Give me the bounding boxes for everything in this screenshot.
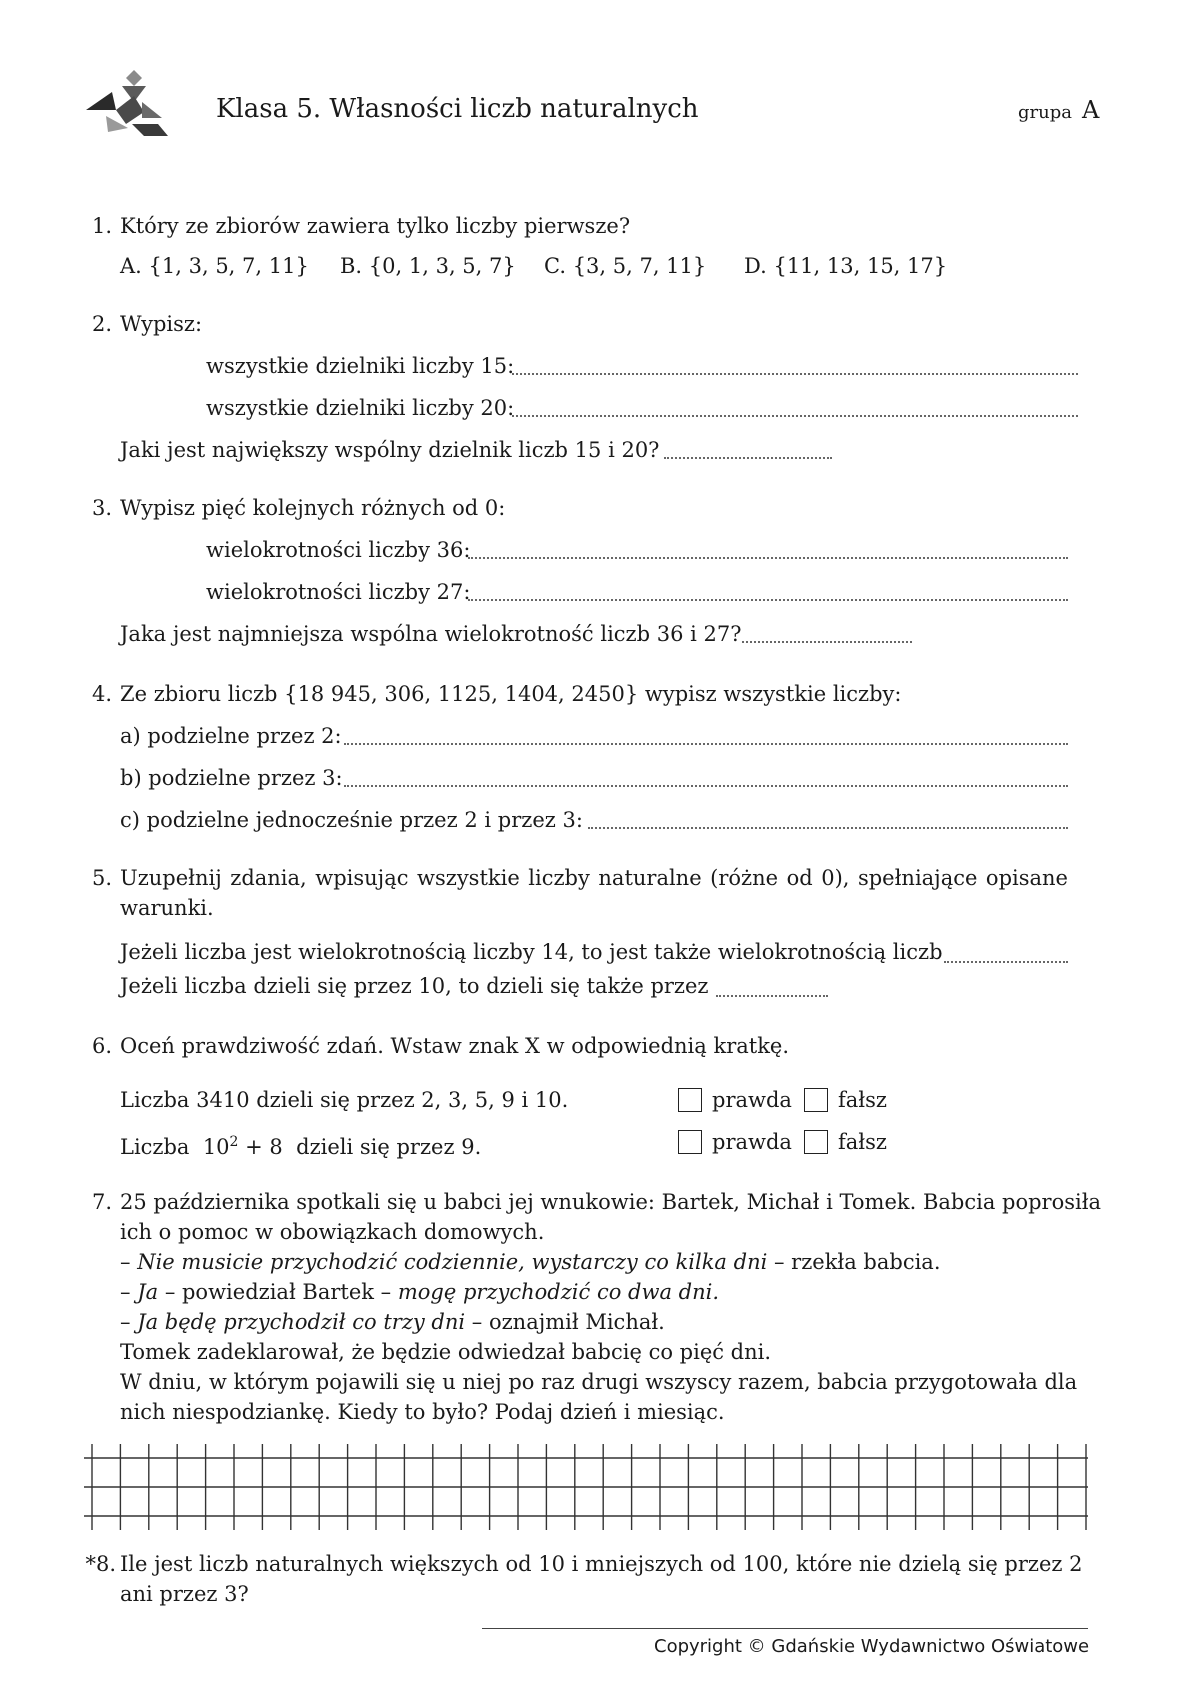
question-5-number: 5. [91, 866, 112, 890]
q1-option-b-label: B. [340, 254, 363, 278]
question-5-text-line1: Uzupełnij zdania, wpisując wszystkie liczby naturalne (różne od 0), spełniające opisane [120, 866, 1068, 890]
q3-line2-answer[interactable] [468, 599, 1068, 601]
q7-l5-italic: Ja będę przychodził co trzy dni [137, 1310, 466, 1334]
q7-l4-italic2: mogę przychodzić co dwa dni. [397, 1280, 720, 1304]
footer-copyright: Copyright © Gdańskie Wydawnictwo Oświatowe [654, 1636, 1090, 1657]
question-4-text: Ze zbioru liczb {18 945, 306, 1125, 1404, 2450} wypisz wszystkie liczby: [120, 682, 902, 706]
q6-s2-base: 10 [202, 1135, 230, 1159]
q1-option-c-label: C. [544, 254, 566, 278]
q7-line1: 25 października spotkali się u babci jej wnukowie: Bartek, Michał i Tomek. Babcia poprosiła [120, 1190, 1102, 1214]
q6-s2-true-checkbox[interactable] [678, 1130, 702, 1154]
q5-sentence2: Jeżeli liczba dzieli się przez 10, to dzieli się także przez [120, 974, 709, 998]
q7-l4-dash: – [120, 1280, 138, 1304]
q4-c-label: c) podzielne jednocześnie przez 2 i przez 3: [120, 808, 583, 832]
q7-line4 [120, 1278, 719, 1306]
question-5-text-line2: warunki. [120, 896, 214, 920]
q4-a-answer[interactable] [344, 743, 1068, 745]
q6-s2-true-label: prawda [712, 1130, 792, 1154]
q6-statement2 [120, 1128, 481, 1161]
q2-line1-answer[interactable] [512, 373, 1078, 375]
question-4-number: 4. [91, 682, 112, 706]
q4-c-answer[interactable] [588, 827, 1068, 829]
q6-s1-false-label: fałsz [838, 1088, 887, 1112]
q8-line2: ani przez 3? [120, 1582, 249, 1606]
q2-question-answer[interactable] [664, 457, 832, 459]
question-2-number: 2. [91, 312, 112, 336]
q1-option-c-value: {3, 5, 7, 11} [572, 254, 707, 278]
q7-line3 [120, 1248, 941, 1276]
question-3-text: Wypisz pięć kolejnych różnych od 0: [120, 496, 506, 520]
footer-divider [482, 1628, 1088, 1629]
q3-line1-label: wielokrotności liczby 36: [206, 538, 471, 562]
question-1-number: 1. [91, 214, 112, 238]
q3-question: Jaka jest najmniejsza wspólna wielokrotność liczb 36 i 27? [120, 622, 742, 646]
q7-l4-mid: – powiedział Bartek – [158, 1280, 398, 1304]
q1-option-a[interactable] [120, 252, 309, 280]
q7-l3-dash: – [120, 1250, 138, 1274]
question-1-text: Który ze zbiorów zawiera tylko liczby pierwsze? [120, 214, 631, 238]
question-7-number: 7. [91, 1190, 112, 1214]
q1-option-c[interactable] [544, 252, 706, 280]
q5-sentence1: Jeżeli liczba jest wielokrotnością liczby 14, to jest także wielokrotnością liczb [120, 940, 943, 964]
q6-s2-suffix: + 8 dzieli się przez 9. [245, 1135, 482, 1159]
question-3-number: 3. [91, 496, 112, 520]
question-6-number: 6. [91, 1034, 112, 1058]
q4-b-label: b) podzielne przez 3: [120, 766, 343, 790]
q7-line8: nich niespodziankę. Kiedy to było? Podaj dzień i miesiąc. [120, 1400, 725, 1424]
q3-question-answer[interactable] [742, 641, 912, 643]
question-6-text: Oceń prawdziwość zdań. Wstaw znak X w odpowiednią kratkę. [120, 1034, 790, 1058]
q7-l5-tail: – oznajmił Michał. [465, 1310, 665, 1334]
q8-line1: Ile jest liczb naturalnych większych od 10 i mniejszych od 100, które nie dzielą się przez 2 [120, 1552, 1083, 1576]
q6-s2-prefix: Liczba [120, 1135, 190, 1159]
q1-option-b[interactable] [340, 252, 516, 280]
q3-line2-label: wielokrotności liczby 27: [206, 580, 471, 604]
q6-s1-false-checkbox[interactable] [804, 1088, 828, 1112]
q7-line5 [120, 1308, 665, 1336]
q1-option-b-value: {0, 1, 3, 5, 7} [368, 254, 516, 278]
q7-l5-dash: – [120, 1310, 138, 1334]
q7-l4-italic1: Ja [137, 1280, 159, 1304]
q1-option-d-label: D. [744, 254, 767, 278]
q6-s2-exponent: 2 [229, 1134, 239, 1150]
q7-answer-grid[interactable] [84, 1444, 1088, 1530]
q3-line1-answer[interactable] [468, 557, 1068, 559]
q6-s2-false-checkbox[interactable] [804, 1130, 828, 1154]
q2-line1-label: wszystkie dzielniki liczby 15: [206, 354, 515, 378]
group-label: grupa [1018, 102, 1072, 123]
q2-line2-answer[interactable] [512, 415, 1078, 417]
q6-statement1: Liczba 3410 dzieli się przez 2, 3, 5, 9 i 10. [120, 1088, 569, 1112]
q4-a-label: a) podzielne przez 2: [120, 724, 342, 748]
q7-line7: W dniu, w którym pojawili się u niej po raz drugi wszyscy razem, babcia przygotowała dla [120, 1370, 1078, 1394]
q2-line2-label: wszystkie dzielniki liczby 20: [206, 396, 515, 420]
q7-line6: Tomek zadeklarował, że będzie odwiedzał babcię co pięć dni. [120, 1340, 772, 1364]
q2-question: Jaki jest największy wspólny dzielnik liczb 15 i 20? [120, 438, 660, 462]
q4-b-answer[interactable] [344, 785, 1068, 787]
q1-option-d-value: {11, 13, 15, 17} [773, 254, 948, 278]
q5-sentence1-answer[interactable] [944, 961, 1068, 963]
q7-line2: ich o pomoc w obowiązkach domowych. [120, 1220, 545, 1244]
q1-option-a-value: {1, 3, 5, 7, 11} [148, 254, 309, 278]
q7-l3-tail: – rzekła babcia. [767, 1250, 941, 1274]
q5-sentence2-answer[interactable] [716, 995, 828, 997]
group-value: A [1082, 96, 1100, 124]
q7-l3-italic: Nie musicie przychodzić codziennie, wystarczy co kilka dni [137, 1250, 768, 1274]
page-title: Klasa 5. Własności liczb naturalnych [216, 94, 699, 124]
q6-s2-false-label: fałsz [838, 1130, 887, 1154]
question-8-number: *8. [85, 1552, 116, 1576]
q6-s1-true-checkbox[interactable] [678, 1088, 702, 1112]
publisher-logo [86, 66, 170, 138]
q1-option-a-label: A. [120, 254, 142, 278]
question-2-text: Wypisz: [120, 312, 203, 336]
q6-s1-true-label: prawda [712, 1088, 792, 1112]
q1-option-d[interactable] [744, 252, 947, 280]
